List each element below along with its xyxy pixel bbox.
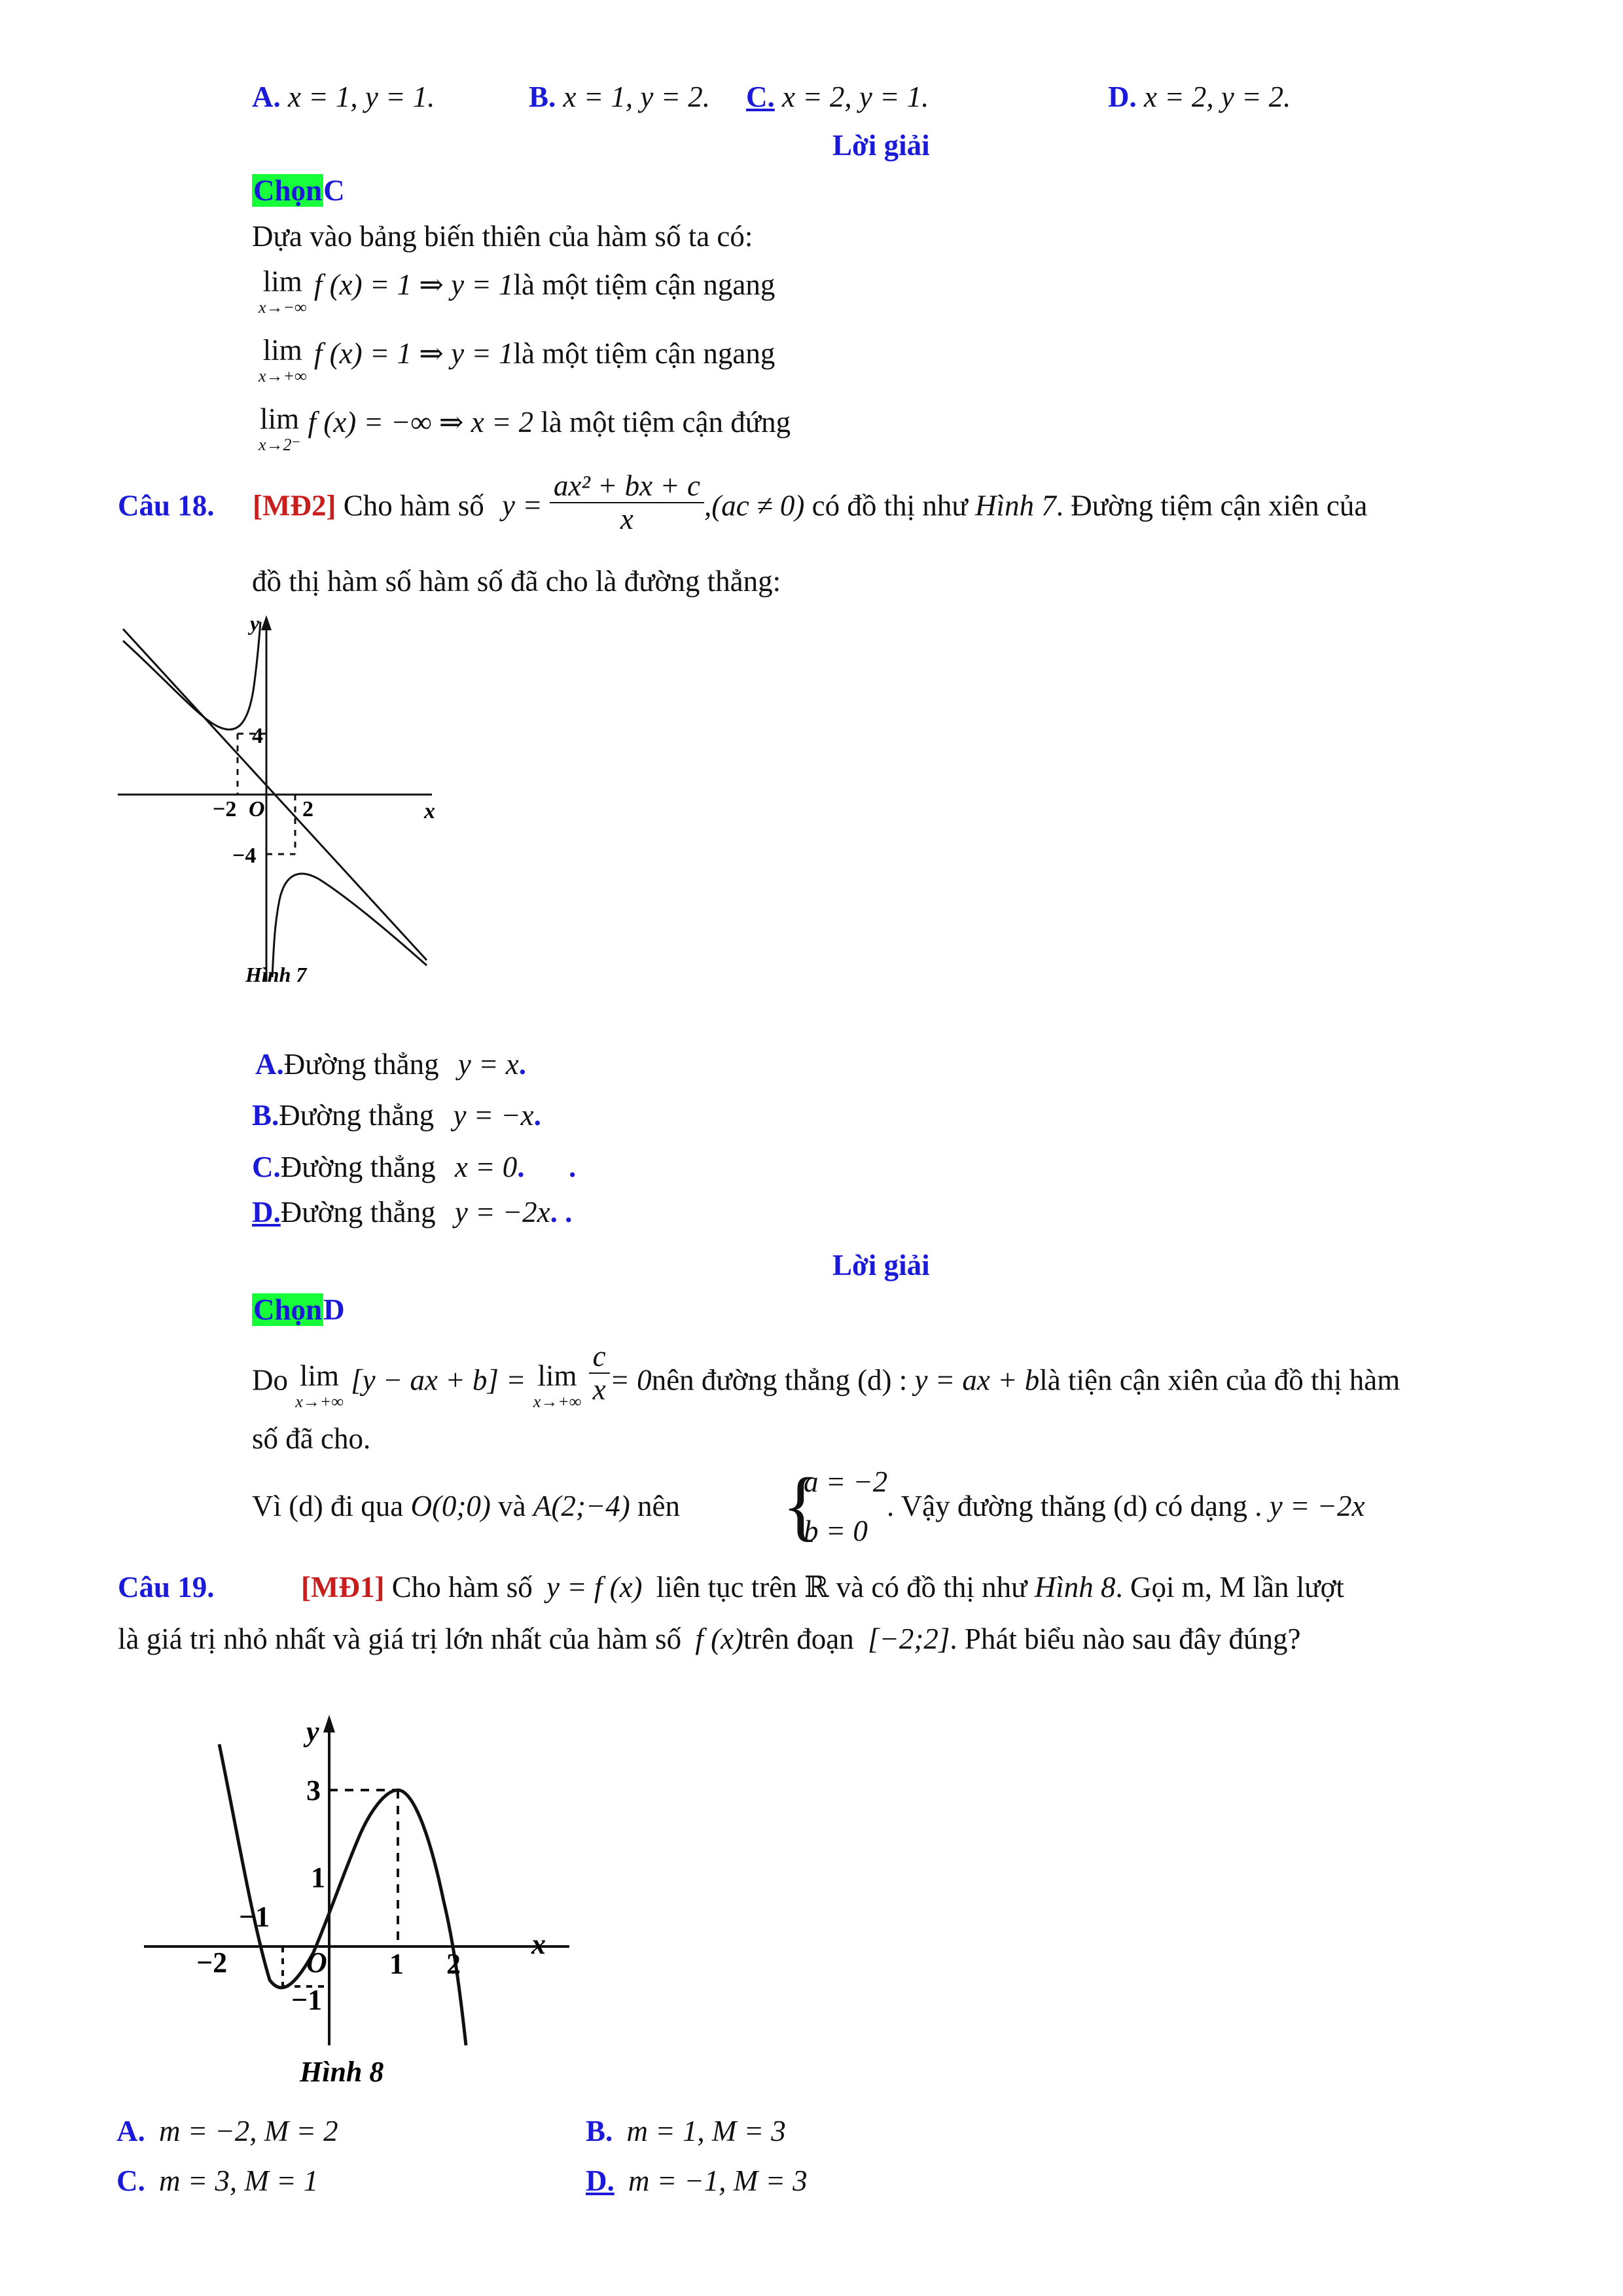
option-letter: D. xyxy=(1108,81,1137,113)
option-math: m = −1, M = 3 xyxy=(628,2164,808,2197)
stem-text: liên tục trên xyxy=(656,1571,797,1604)
option-math: y = x xyxy=(457,1048,519,1081)
tick-x-neg1: −1 xyxy=(239,1901,270,1933)
tick-x-neg2: −2 xyxy=(196,1946,228,1979)
y-axis-arrow xyxy=(323,1715,335,1732)
sol-text: Do xyxy=(252,1363,288,1397)
lim-word: lim xyxy=(260,403,300,435)
q18-solution-line1 xyxy=(252,1340,1400,1411)
figure-ref: Hình 8 xyxy=(1034,1571,1116,1604)
option-math: m = −2, M = 2 xyxy=(159,2115,338,2147)
option-math: x = 2, y = 1. xyxy=(782,81,929,113)
option-math: x = 1, y = 2. xyxy=(563,81,710,113)
option-math: y = −2x xyxy=(454,1196,550,1229)
chosen-letter: C xyxy=(323,174,345,207)
func-condition: ,(ac ≠ 0) xyxy=(704,489,805,522)
option-end: . xyxy=(533,1099,541,1132)
system-eq-a: a = −2 xyxy=(804,1465,888,1498)
fx: f (x) xyxy=(695,1623,744,1655)
x-label: x xyxy=(424,799,435,823)
option-letter: B. xyxy=(529,81,556,113)
system-eq-b: b = 0 xyxy=(804,1515,868,1547)
option-letter: D. xyxy=(252,1196,281,1229)
lim-word-2: lim xyxy=(300,1359,340,1392)
level-badge: [MĐ1] xyxy=(301,1571,385,1604)
q17-step-2 xyxy=(259,336,775,385)
figure-caption: Hình 8 xyxy=(300,2056,384,2088)
y-label: y xyxy=(306,1715,319,1748)
tick-y-3: 3 xyxy=(306,1774,321,1806)
graph-right-branch xyxy=(272,874,427,977)
frac-numerator: ax² + bx + c xyxy=(550,471,704,503)
sol-text: . Vậy đường thăng (d) có dạng . xyxy=(887,1490,1262,1522)
tick-y-1: 1 xyxy=(311,1861,325,1893)
stem-text: là giá trị nhỏ nhất và giá trị lớn nhất của hàm số xyxy=(118,1623,682,1655)
q17-step-3 xyxy=(259,404,791,454)
tick-y-neg4: −4 xyxy=(232,844,257,868)
frac-denominator: x xyxy=(620,503,633,535)
sol-final: y = −2x xyxy=(1269,1490,1365,1522)
q19-stem-line1 xyxy=(118,1570,1344,1604)
stem-text: trên đoạn xyxy=(743,1623,854,1655)
stem-text: Cho hàm số xyxy=(343,489,484,522)
sol-text: và xyxy=(498,1490,526,1522)
option-letter: C. xyxy=(252,1151,281,1183)
x-label: x xyxy=(531,1928,546,1960)
figure-ref: Hình 7 xyxy=(975,489,1056,522)
option-math: m = 3, M = 1 xyxy=(159,2164,319,2197)
chosen-label: Chọn xyxy=(253,174,323,207)
lim-word: lim xyxy=(262,265,302,298)
lim-sub: x→2⁻ xyxy=(259,435,301,454)
tick-x-2: 2 xyxy=(446,1948,461,1980)
question-label: Câu 19. xyxy=(118,1571,215,1604)
lim-sub-2: x→+∞ xyxy=(533,1392,582,1411)
option-text: Đường thẳng xyxy=(280,1151,436,1183)
q17-step-1 xyxy=(259,267,775,316)
func: y = f (x) xyxy=(546,1571,643,1604)
q19-option-d[interactable] xyxy=(586,2164,808,2198)
point-o: O(0;0) xyxy=(410,1490,491,1522)
sol-eq0: = 0 xyxy=(609,1363,652,1397)
q18-solution-title: Lời giải xyxy=(832,1249,930,1282)
frac-denominator: x xyxy=(592,1373,606,1406)
interval: [−2;2] xyxy=(867,1623,950,1655)
lim-sub: x→+∞ xyxy=(259,367,307,386)
graph-left-branch xyxy=(123,622,260,730)
q18-solution-conclusion xyxy=(887,1489,1364,1523)
option-letter: B. xyxy=(586,2115,613,2147)
lim-sub: x→+∞ xyxy=(295,1392,344,1411)
q19-option-a[interactable] xyxy=(116,2114,338,2148)
sol-text: Vì (d) đi qua xyxy=(252,1490,404,1522)
y-axis-arrow xyxy=(261,615,272,630)
q18-option-c[interactable] xyxy=(252,1150,576,1184)
step-tail: là một tiệm cận ngang xyxy=(513,337,776,370)
option-letter: A. xyxy=(116,2115,145,2147)
q19-stem-line2 xyxy=(118,1622,1301,1656)
point-a: A(2;−4) xyxy=(533,1490,630,1522)
graph-curve xyxy=(219,1744,466,2045)
option-letter: D. xyxy=(586,2164,615,2197)
lim-word-3: lim xyxy=(537,1359,577,1392)
option-text: Đường thẳng xyxy=(279,1099,435,1132)
tick-x-1: 1 xyxy=(389,1948,404,1980)
option-math: x = 1, y = 1. xyxy=(288,81,435,113)
sol-text: là tiện cận xiên của đồ thị hàm xyxy=(1039,1363,1400,1397)
q19-figure-hinh8 xyxy=(131,1712,576,2111)
stem-text: . Đường tiệm cận xiên của xyxy=(1056,489,1368,522)
tick-x-2: 2 xyxy=(302,797,313,821)
q17-option-d[interactable] xyxy=(1108,80,1291,114)
step-tail: là một tiệm cận ngang xyxy=(513,268,776,301)
chosen-letter: D xyxy=(323,1293,345,1326)
stem-text: . Gọi m, M lần lượt xyxy=(1115,1571,1344,1604)
option-end: . . xyxy=(517,1151,577,1183)
option-end: . xyxy=(518,1048,526,1081)
option-end: . . xyxy=(550,1196,573,1229)
tick-y-4: 4 xyxy=(252,724,263,748)
stem-text: . Phát biểu nào sau đây đúng? xyxy=(950,1623,1301,1655)
option-text: Đường thẳng xyxy=(283,1048,439,1081)
level-badge: [MĐ2] xyxy=(253,489,336,522)
sol-text: nên đường thẳng (d) : xyxy=(651,1363,908,1397)
lim-expression: [y − ax + b] = xyxy=(351,1363,526,1397)
q18-chosen xyxy=(252,1293,345,1327)
q18-option-b[interactable] xyxy=(252,1098,541,1132)
option-letter: A. xyxy=(252,81,281,113)
q18-option-a[interactable] xyxy=(255,1047,526,1081)
q18-solution-line2: số đã cho. xyxy=(252,1422,371,1455)
sol-fraction xyxy=(589,1342,610,1405)
chosen-label: Chọn xyxy=(253,1293,323,1326)
y-label: y xyxy=(250,612,260,635)
origin-label: O xyxy=(306,1946,327,1979)
step-expr: f (x) = 1 ⇒ y = 1 xyxy=(313,268,514,301)
q18-system-brace: { xyxy=(782,1462,820,1549)
q18-solution-line3 xyxy=(252,1489,680,1523)
q17-option-c[interactable] xyxy=(746,80,929,114)
origin-label: O xyxy=(249,797,265,821)
func-lhs: y = xyxy=(502,489,543,522)
option-letter: B. xyxy=(252,1099,279,1132)
q18-figure-hinh7 xyxy=(111,612,438,992)
q17-chosen xyxy=(252,173,345,207)
stem-text: có đồ thị như xyxy=(812,489,968,522)
func-fraction xyxy=(550,471,704,534)
step-expr: f (x) = 1 ⇒ y = 1 xyxy=(313,337,514,370)
q17-solution-title: Lời giải xyxy=(832,129,930,162)
tick-x-neg2: −2 xyxy=(213,797,237,821)
sol-text: nên xyxy=(637,1490,680,1522)
q18-stem-line2: đồ thị hàm số hàm số đã cho là đường thẳng: xyxy=(252,565,781,598)
option-letter: C. xyxy=(746,81,775,113)
stem-text: và có đồ thị như xyxy=(836,1571,1027,1604)
option-math: x = 0 xyxy=(454,1151,518,1183)
question-label: Câu 18. xyxy=(118,489,215,522)
option-math: m = 1, M = 3 xyxy=(626,2115,786,2147)
option-text: Đường thẳng xyxy=(280,1196,436,1229)
option-letter: A. xyxy=(255,1048,284,1081)
set-symbol: ℝ xyxy=(804,1571,829,1604)
lim-word: lim xyxy=(262,334,302,367)
step-expr: f (x) = −∞ ⇒ x = 2 xyxy=(308,406,534,439)
q19-option-b[interactable] xyxy=(586,2114,786,2148)
q17-intro: Dựa vào bảng biến thiên của hàm số ta có: xyxy=(252,220,753,253)
q19-option-c[interactable] xyxy=(116,2164,318,2198)
tick-y-neg1: −1 xyxy=(291,1984,323,2016)
option-math: x = 2, y = 2. xyxy=(1144,81,1291,113)
sol-line-eq: y = ax + b xyxy=(914,1363,1040,1397)
figure-caption: Hình 7 xyxy=(245,963,307,986)
q17-option-a[interactable] xyxy=(252,80,435,114)
option-math: y = −x xyxy=(453,1099,534,1132)
q18-stem-line1 xyxy=(118,469,1368,535)
option-letter: C. xyxy=(116,2164,145,2197)
lim-sub: x→−∞ xyxy=(259,298,307,317)
stem-text: Cho hàm số xyxy=(391,1571,533,1604)
step-tail: là một tiệm cận đứng xyxy=(541,406,791,439)
frac-numerator: c xyxy=(589,1342,610,1374)
q18-option-d[interactable] xyxy=(252,1195,572,1229)
q17-option-b[interactable] xyxy=(529,80,710,114)
